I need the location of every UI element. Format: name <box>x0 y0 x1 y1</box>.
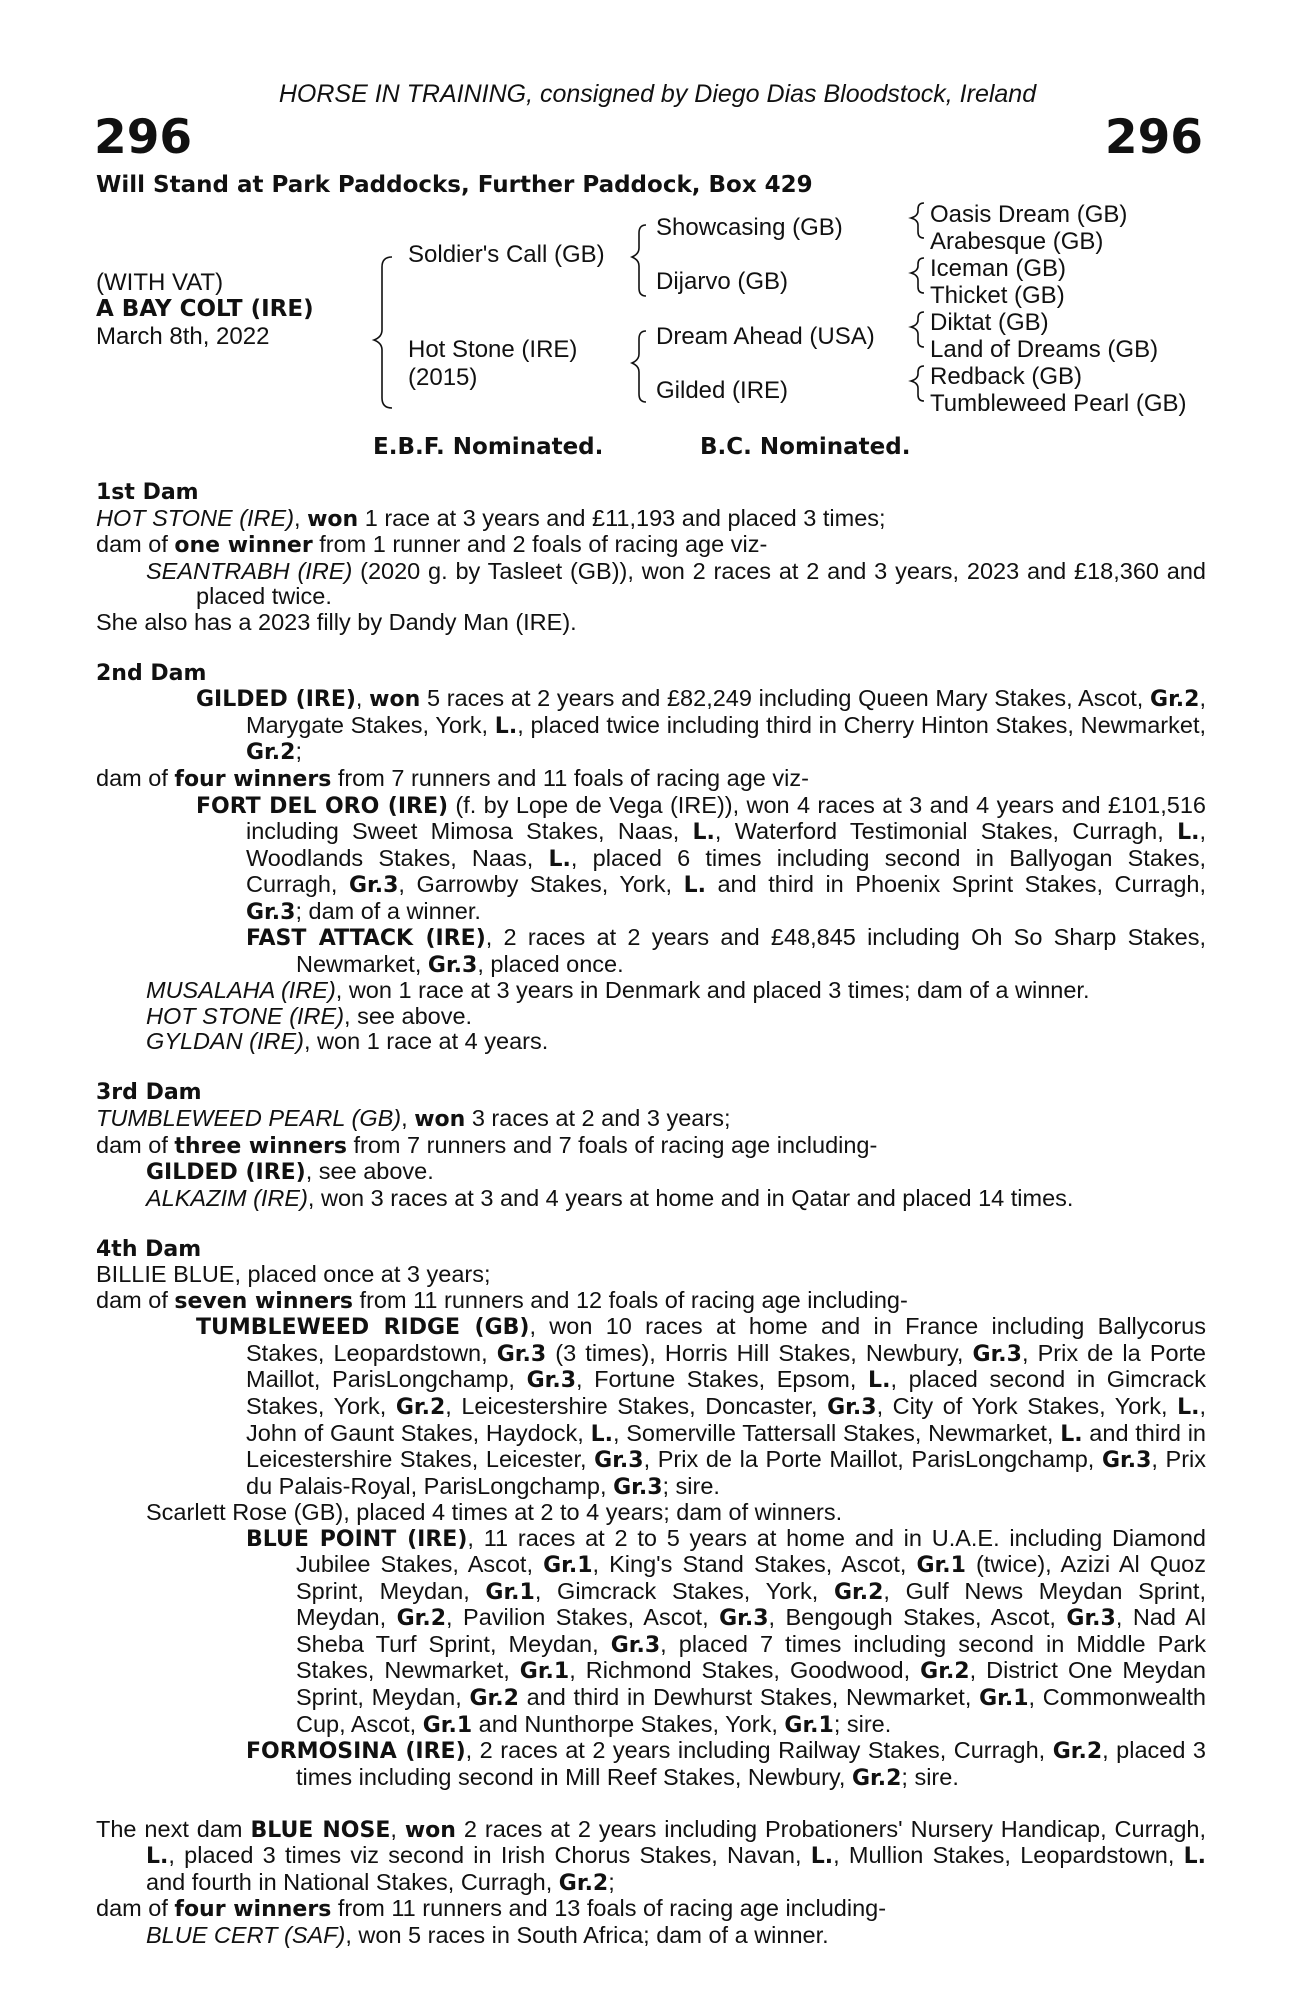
text-run: She also has a 2023 filly by Dandy Man (IRE). <box>96 608 577 635</box>
g3-6: Land of Dreams (GB) <box>930 336 1159 363</box>
text-run: , Gulf News Meydan Sprint, Meydan, <box>296 1577 1206 1631</box>
lot-name: A BAY COLT (IRE) <box>96 296 314 322</box>
bold-text: Gr.2 <box>833 1579 884 1605</box>
section-heading: 3rd Dam <box>96 1080 202 1106</box>
dam-line <box>96 1262 1206 1288</box>
bold-text: Gr.3 <box>972 1341 1022 1367</box>
produce-entry <box>96 793 1206 926</box>
horse-name: SEANTRABH (IRE) <box>146 557 353 584</box>
text-run: (twice), Azizi Al Quoz Sprint, Meydan, <box>296 1551 1207 1604</box>
bold-text: Gr.2 <box>396 1606 447 1632</box>
bold-text: Gr.3 <box>827 1395 877 1420</box>
text-run: (f. by Lope de Vega (IRE)), won 4 races at 3 and 4 years and £101,516 including Sweet Mimosa Stakes, Naas, <box>246 791 1206 845</box>
bold-text: L. <box>868 1368 891 1394</box>
text-run: 2 races at 2 years including Probationers' Nursery Handicap, Curragh, <box>455 1815 1206 1842</box>
bold-text: L. <box>146 1844 169 1870</box>
text-run: dam of <box>96 531 175 558</box>
g3-8: Tumbleweed Pearl (GB) <box>930 390 1187 417</box>
text-run: , 2 races at 2 years including Railway Stakes, Curragh, <box>465 1737 1053 1764</box>
text-run: (2020 g. by Tasleet (GB)), won 2 races at 2 and 3 years, 2023 and £18,360 and placed twice. <box>196 557 1206 610</box>
text-run: from 7 runners and 11 foals of racing age viz- <box>331 764 809 791</box>
bold-text: seven winners <box>174 1288 354 1314</box>
bracket-g3-4 <box>911 366 924 401</box>
bracket-main <box>374 257 392 408</box>
bold-text: four winners <box>174 766 332 792</box>
bold-text: L. <box>590 1421 613 1447</box>
text-run: Scarlett Rose (GB), placed 4 times at 2 to 4 years; dam of winners. <box>146 1499 843 1526</box>
bold-text: L. <box>1060 1421 1083 1447</box>
text-run: and third in Dewhurst Stakes, Newmarket, <box>518 1684 980 1711</box>
text-run: , Fortune Stakes, Epsom, <box>576 1366 869 1393</box>
text-run: dam of <box>96 1286 175 1313</box>
produce-summary <box>96 1133 1206 1160</box>
text-run: , won 1 race at 3 years in Denmark and placed 3 times; dam of a winner. <box>335 977 1090 1004</box>
horse-name: TUMBLEWEED PEARL (GB) <box>96 1105 402 1132</box>
g2-sire-sire: Showcasing (GB) <box>656 214 843 241</box>
bold-text: Gr.2 <box>920 1659 970 1685</box>
bold-text: Gr.3 <box>427 952 478 978</box>
bold-text: FORT DEL ORO (IRE) <box>196 793 449 819</box>
text-run: , Nad Al Sheba Turf Sprint, Meydan, <box>296 1604 1206 1657</box>
dam-line <box>96 506 1206 533</box>
bold-text: won <box>404 1817 456 1843</box>
bold-text: Gr.3 <box>1101 1448 1152 1474</box>
bold-text: won <box>369 687 421 713</box>
bold-text: Gr.3 <box>348 873 399 899</box>
text-run: , Commonwealth Cup, Ascot, <box>296 1684 1206 1737</box>
bold-text: L. <box>1183 1844 1206 1870</box>
vat-label: (WITH VAT) <box>96 269 224 296</box>
text-run: , placed twice including third in Cherry Hinton Stakes, Newmarket, <box>517 711 1206 738</box>
text-run: and fourth in National Stakes, Curragh, <box>146 1868 559 1895</box>
bold-text: Gr.3 <box>613 1474 663 1500</box>
bold-text: L. <box>1177 1395 1200 1420</box>
produce-entry <box>96 1159 1206 1186</box>
bold-text: Gr.1 <box>422 1712 473 1738</box>
text-run: , Prix du Palais-Royal, ParisLongchamp, <box>246 1446 1207 1499</box>
bold-text: BLUE NOSE <box>250 1817 391 1843</box>
dam-line <box>96 1106 1206 1133</box>
text-run: , Richmond Stakes, Goodwood, <box>569 1657 921 1684</box>
produce-entry <box>96 1923 1206 1949</box>
bold-text: L. <box>1177 820 1200 846</box>
text-run: , <box>390 1815 405 1842</box>
bold-text: L. <box>692 820 715 846</box>
bracket-g3-3 <box>911 312 924 347</box>
bold-text: Gr.2 <box>1052 1739 1103 1765</box>
foaling-date: March 8th, 2022 <box>96 323 270 350</box>
text-run: , District One Meydan Sprint, Meydan, <box>296 1657 1207 1711</box>
dam-name: Hot Stone (IRE) <box>408 336 578 363</box>
g3-3: Iceman (GB) <box>930 255 1067 282</box>
text-run: , Leicestershire Stakes, Doncaster, <box>445 1393 828 1419</box>
horse-name: MUSALAHA (IRE) <box>146 977 336 1004</box>
g2-dam-dam: Gilded (IRE) <box>656 377 789 404</box>
text-run: and Nunthorpe Stakes, York, <box>472 1710 785 1737</box>
bold-text: Gr.1 <box>543 1553 593 1579</box>
text-run: , see above. <box>305 1158 434 1185</box>
bracket-dam <box>632 331 646 402</box>
g2-dam-sire: Dream Ahead (USA) <box>656 323 875 350</box>
bold-text: Gr.1 <box>485 1579 535 1605</box>
text-run: , Prix de la Porte Maillot, ParisLongchamp, <box>246 1339 1207 1393</box>
text-run: , won 5 races in South Africa; dam of a winner. <box>345 1921 829 1948</box>
text-run: , Mullion Stakes, Leopardstown, <box>833 1842 1184 1869</box>
text-run: from 11 runners and 12 foals of racing age including- <box>353 1286 908 1313</box>
text-run: , placed 7 times including second in Middle Park Stakes, Newmarket, <box>296 1630 1206 1684</box>
lot-number-right: 296 <box>1104 110 1203 165</box>
bold-text: Gr.2 <box>246 740 296 766</box>
text-run: , Waterford Testimonial Stakes, Curragh, <box>714 818 1178 845</box>
text-run: , 2 races at 2 years and £48,845 including Oh So Sharp Stakes, Newmarket, <box>296 924 1206 977</box>
text-run: ; dam of a winner. <box>295 897 481 924</box>
g3-4: Thicket (GB) <box>930 282 1065 309</box>
bold-text: FORMOSINA (IRE) <box>246 1739 466 1765</box>
text-run: and third in Phoenix Sprint Stakes, Curragh, <box>705 871 1206 898</box>
bold-text: Gr.3 <box>719 1606 769 1632</box>
bold-text: TUMBLEWEED RIDGE (GB) <box>196 1315 530 1341</box>
bold-text: Gr.2 <box>1150 687 1200 713</box>
dam-year: (2015) <box>408 364 478 391</box>
text-run: dam of <box>96 1131 175 1158</box>
text-run: , Gimcrack Stakes, York, <box>534 1577 834 1604</box>
consignment-line: HORSE IN TRAINING, consigned by Diego Dias Bloodstock, Ireland <box>278 80 1037 108</box>
text-run: and third in Leicestershire Stakes, Leicester, <box>246 1419 1206 1473</box>
bold-text: Gr.2 <box>469 1686 519 1712</box>
section-heading: 1st Dam <box>96 480 199 505</box>
bold-text: Gr.2 <box>395 1395 446 1420</box>
text-run: , won 1 race at 4 years. <box>304 1028 549 1055</box>
text-run: , 11 races at 2 to 5 years at home and in U.A.E. including Diamond Jubilee Stakes, Ascot, <box>296 1524 1206 1578</box>
text-run: , <box>294 504 308 531</box>
bold-text: won <box>307 506 359 532</box>
bold-text: Gr.2 <box>851 1765 902 1791</box>
text-run: ; <box>295 738 302 765</box>
sire-name: Soldier's Call (GB) <box>408 241 605 268</box>
horse-name: GYLDAN (IRE) <box>146 1028 304 1055</box>
bold-text: three winners <box>174 1133 347 1159</box>
bold-text: Gr.1 <box>519 1659 570 1685</box>
bold-text: Gr.3 <box>1066 1606 1116 1632</box>
g3-5: Diktat (GB) <box>930 309 1049 336</box>
text-run: , placed 6 times including second in Ballyogan Stakes, Curragh, <box>246 844 1206 898</box>
produce-summary <box>96 1896 1206 1923</box>
dam-line <box>96 1817 1206 1897</box>
g2-sire-dam: Dijarvo (GB) <box>656 268 789 295</box>
horse-name: BLUE CERT (SAF) <box>146 1921 346 1948</box>
text-run: 5 races at 2 years and £82,249 including Queen Mary Stakes, Ascot, <box>420 685 1151 712</box>
bold-text: BLUE POINT (IRE) <box>246 1526 468 1552</box>
section-heading: 2nd Dam <box>96 660 207 686</box>
text-run: ; <box>608 1868 615 1895</box>
text-run: , John of Gaunt Stakes, Haydock, <box>246 1393 1206 1446</box>
bc-nominated: B.C. Nominated. <box>700 434 911 460</box>
text-run: ; sire. <box>833 1710 892 1737</box>
lot-number-left: 296 <box>94 110 193 165</box>
g3-7: Redback (GB) <box>930 363 1083 390</box>
text-run: ; sire. <box>901 1763 959 1790</box>
catalogue-body <box>96 480 1206 1948</box>
text-run: , placed 3 times including second in Mill Reef Stakes, Newbury, <box>296 1737 1206 1790</box>
bold-text: Gr.1 <box>784 1712 834 1738</box>
bold-text: won <box>414 1107 466 1133</box>
ebf-nominated: E.B.F. Nominated. <box>373 434 604 460</box>
bold-text: GILDED (IRE) <box>196 687 356 713</box>
text-run: , Somerville Tattersall Stakes, Newmarket, <box>612 1419 1061 1446</box>
text-run: (3 times), Horris Hill Stakes, Newbury, <box>546 1339 973 1366</box>
produce-entry <box>96 1738 1206 1791</box>
bold-text: L. <box>683 873 706 899</box>
bracket-g3-1 <box>911 203 924 238</box>
stabling-line: Will Stand at Park Paddocks, Further Paddock, Box 429 <box>96 172 813 198</box>
text-run: , Pavilion Stakes, Ascot, <box>446 1604 720 1631</box>
produce-entry <box>96 1526 1206 1738</box>
bracket-sire <box>632 225 646 296</box>
bold-text: L. <box>548 846 571 872</box>
bold-text: Gr.3 <box>610 1632 661 1658</box>
text-run: , City of York Stakes, York, <box>876 1393 1178 1419</box>
produce-entry <box>96 1500 1206 1526</box>
dam-line <box>96 686 1206 766</box>
produce-summary <box>96 1288 1206 1315</box>
text-run: , won 10 races at home and in France including Ballycorus Stakes, Leopardstown, <box>246 1313 1206 1366</box>
bold-text: Gr.1 <box>916 1553 966 1579</box>
text-run: The next dam <box>96 1815 251 1842</box>
text-run: from 7 runners and 7 foals of racing age including- <box>346 1131 878 1158</box>
horse-name: ALKAZIM (IRE) <box>146 1184 308 1211</box>
section-heading: 4th Dam <box>96 1236 202 1262</box>
bold-text: Gr.3 <box>246 899 296 925</box>
text-run: dam of <box>96 1895 175 1922</box>
produce-entry <box>96 1186 1206 1212</box>
text-run: 1 race at 3 years and £11,193 and placed 3 times; <box>358 504 886 531</box>
produce-entry <box>96 1314 1206 1500</box>
produce-entry <box>96 925 1206 978</box>
bold-text: Gr.1 <box>979 1686 1029 1712</box>
text-run: , Prix de la Porte Maillot, ParisLongchamp, <box>643 1446 1102 1473</box>
text-run: , Marygate Stakes, York, <box>246 685 1206 738</box>
text-run: , <box>355 685 370 712</box>
bold-text: L. <box>494 713 518 739</box>
bold-text: Gr.2 <box>558 1870 609 1896</box>
bold-text: L. <box>810 1844 834 1870</box>
produce-entry <box>96 1029 1206 1055</box>
text-run: , see above. <box>344 1002 473 1029</box>
text-run: , placed 3 times viz second in Irish Chorus Stakes, Navan, <box>168 1842 811 1869</box>
produce-summary <box>96 532 1206 559</box>
bold-text: Gr.3 <box>526 1368 576 1394</box>
bracket-g3-2 <box>911 258 924 293</box>
text-run: , <box>401 1105 415 1132</box>
text-run: , placed second in Gimcrack Stakes, York, <box>246 1366 1206 1419</box>
produce-entry <box>96 1004 1206 1030</box>
bold-text: FAST ATTACK (IRE) <box>246 926 486 952</box>
bold-text: four winners <box>174 1897 332 1923</box>
produce-entry <box>96 978 1206 1004</box>
text-run: from 1 runner and 2 foals of racing age viz- <box>312 531 768 558</box>
bold-text: one winner <box>174 533 313 559</box>
text-run: 3 races at 2 and 3 years; <box>465 1105 731 1132</box>
horse-name: HOT STONE (IRE) <box>96 504 295 531</box>
text-run: , won 3 races at 3 and 4 years at home and in Qatar and placed 14 times. <box>307 1184 1074 1211</box>
bold-text: Gr.3 <box>594 1448 644 1474</box>
text-run: BILLIE BLUE, placed once at 3 years; <box>96 1261 491 1288</box>
produce-entry <box>96 559 1206 610</box>
text-run: ; sire. <box>662 1472 720 1499</box>
g3-1: Oasis Dream (GB) <box>930 201 1128 228</box>
text-run: , Garrowby Stakes, York, <box>398 871 684 898</box>
text-run: dam of <box>96 764 175 791</box>
text-run: from 11 runners and 13 foals of racing age including- <box>331 1895 887 1922</box>
text-run: , King's Stand Stakes, Ascot, <box>592 1551 917 1578</box>
g3-2: Arabesque (GB) <box>930 228 1104 255</box>
also-note <box>96 610 1206 636</box>
horse-name: HOT STONE (IRE) <box>146 1002 345 1029</box>
bold-text: Gr.3 <box>496 1341 547 1367</box>
text-run: , Bengough Stakes, Ascot, <box>768 1604 1067 1631</box>
bold-text: GILDED (IRE) <box>146 1160 306 1186</box>
produce-summary <box>96 766 1206 793</box>
text-run: , Woodlands Stakes, Naas, <box>246 818 1206 871</box>
text-run: , placed once. <box>477 950 624 977</box>
